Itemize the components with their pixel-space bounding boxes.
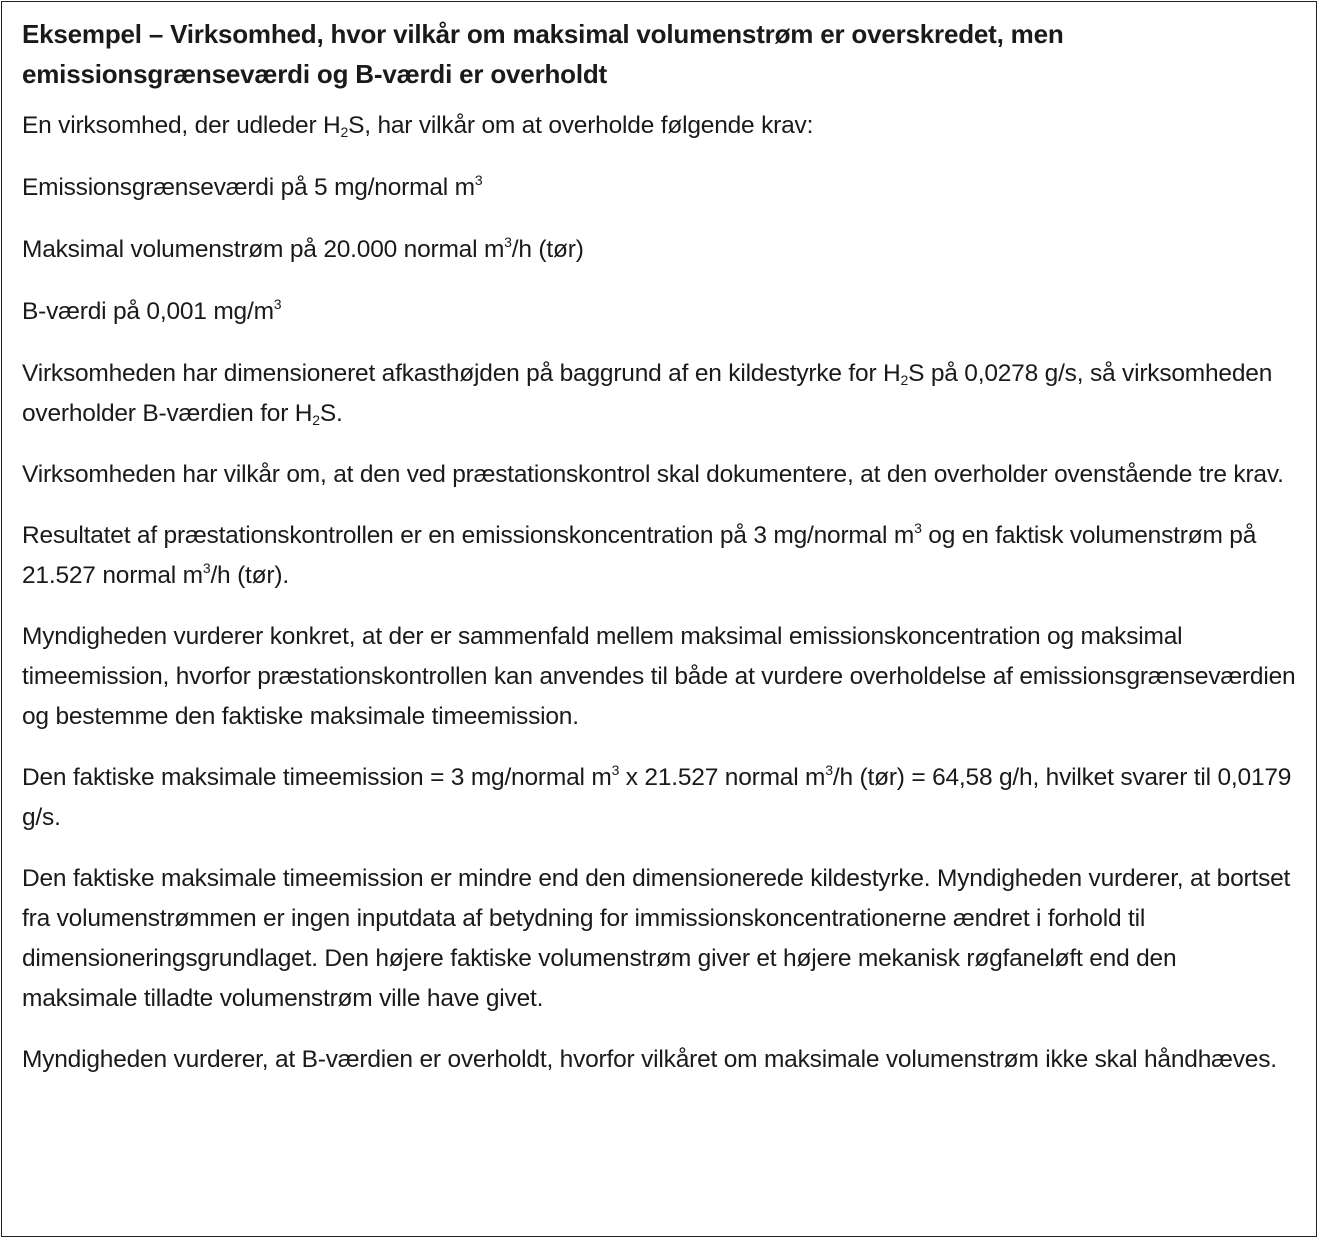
requirement-b-value: B-værdi på 0,001 $mg/m^3$: [22, 296, 282, 325]
assessment-paragraph: Myndigheden vurderer konkret, at der er sammenfald mellem maksimal emissionskoncentration og maksimal timeemission, hvorfor præstationskontrollen kan anvendes til både at vurdere overholdelse af emissionsgrænseværdien og bestemme den faktiske maksimale timeemission.: [22, 623, 1296, 730]
requirement-max-flow: Maksimal volumenstrøm på 20.000 normal $m^3/h$ (tør): [22, 234, 584, 263]
dimensioning-paragraph: Virksomheden har dimensioneret afkasthøjden på baggrund af en kildestyrke for $H_2S$ på 0,0278 g/s, så virksomheden overholder B-værdien for $H_2S$.: [22, 360, 1273, 428]
intro-paragraph: En virksomhed, der udleder $H_2S$, har vilkår om at overholde følgende krav:: [22, 112, 814, 140]
comparison-paragraph: Den faktiske maksimale timeemission er mindre end den dimensionerede kildestyrke. Myndigheden vurderer, at bortset fra volumenstrømmen er ingen inputdata af betydning for immissionskoncentrationerne ændret i forhold til dimensioneringsgrundlaget. Den højere faktiske volumenstrøm giver et højere mekanisk røgfaneløft end den maksimale tilladte volumenstrøm ville have givet.: [22, 865, 1291, 1012]
example-title: Eksempel – Virksomhed, hvor vilkår om maksimal volumenstrøm er overskredet, men emissionsgrænseværdi og B-værdi er overholdt: [22, 19, 1064, 89]
result-paragraph: Resultatet af præstationskontrollen er en emissionskoncentration på 3 mg/normal $m^3$ og en faktisk volumenstrøm på 21.527 normal $m^3/h$ (tør).: [22, 520, 1257, 589]
calculation-paragraph: Den faktiske maksimale timeemission = 3 mg/normal $m^3$ x 21.527 normal $m^3/h$ (tør) = 64,58 g/h, hvilket svarer til 0,0179 g/s.: [22, 762, 1292, 831]
requirement-emission-limit: Emissionsgrænseværdi på 5 mg/normal $m^3$: [22, 172, 483, 201]
performance-control-paragraph: Virksomheden har vilkår om, at den ved præstationskontrol skal dokumentere, at den overholder ovenstående tre krav.: [22, 461, 1284, 488]
conclusion-paragraph: Myndigheden vurderer, at B-værdien er overholdt, hvorfor vilkåret om maksimale volumenstrøm ikke skal håndhæves.: [22, 1046, 1277, 1073]
example-box: [1, 1, 1317, 1237]
